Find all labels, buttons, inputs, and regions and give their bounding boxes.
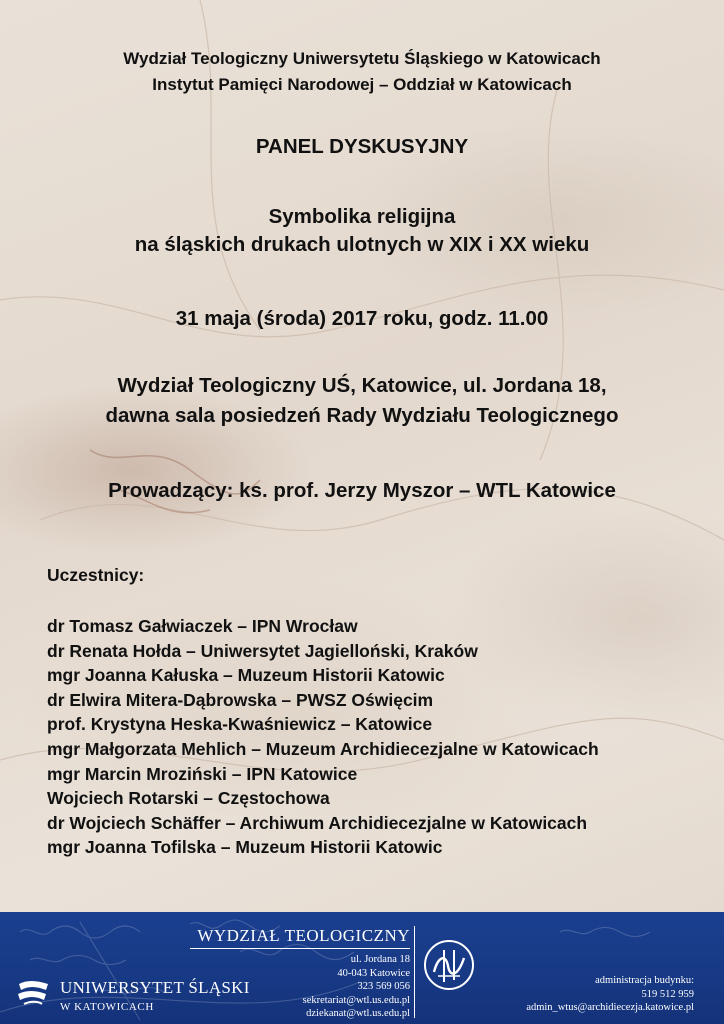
participant: Wojciech Rotarski – Częstochowa (47, 788, 330, 809)
faculty-contact (190, 926, 410, 1021)
address-city: 40-043 Katowice (337, 967, 410, 979)
footer-divider (414, 926, 415, 1018)
venue-line-2: dawna sala posiedzeń Rady Wydziału Teologicznego (105, 404, 619, 427)
footer-bar (0, 912, 724, 1024)
event-title-line-1: Symbolika religijna (268, 205, 456, 228)
participant: prof. Krystyna Heska-Kwaśniewicz – Katowice (47, 714, 433, 735)
participant: mgr Joanna Kałuska – Muzeum Historii Katowic (47, 665, 445, 686)
venue-line-1: Wydział Teologiczny UŚ, Katowice, ul. Jordana 18, (117, 374, 607, 397)
participant: dr Wojciech Schäffer – Archiwum Archidiecezjalne w Katowicach (47, 812, 588, 833)
participant: mgr Joanna Tofilska – Muzeum Historii Katowic (47, 837, 443, 858)
participant: mgr Małgorzata Mehlich – Muzeum Archidiecezjalne w Katowicach (47, 738, 599, 759)
participant: dr Tomasz Gałwiaczek – IPN Wrocław (47, 616, 358, 636)
university-name: UNIWERSYTET ŚLĄSKI (60, 978, 250, 997)
faculty-divider (190, 948, 410, 949)
participant: dr Renata Hołda – Uniwersytet Jagielloński, Kraków (47, 640, 478, 661)
address-street: ul. Jordana 18 (350, 954, 410, 965)
moderator: Prowadzący: ks. prof. Jerzy Myszor – WTL Katowice (108, 479, 616, 502)
building-administration (480, 974, 694, 1015)
admin-email: admin_wtus@archidiecezja.katowice.pl (526, 1002, 694, 1013)
university-logo-icon (16, 978, 52, 1008)
organizer-line-2: Instytut Pamięci Narodowej – Oddział w Katowicach (152, 75, 572, 94)
organizer-line-1: Wydział Teologiczny Uniwersytetu Śląskiego w Katowicach (123, 49, 601, 68)
participants-list (47, 614, 599, 860)
admin-phone: 519 512 959 (641, 988, 694, 1000)
event-datetime: 31 maja (środa) 2017 roku, godz. 11.00 (175, 307, 549, 330)
event-type: PANEL DYSKUSYJNY (255, 135, 469, 158)
participant: mgr Marcin Mroziński – IPN Katowice (47, 763, 358, 784)
faculty-name: WYDZIAŁ TEOLOGICZNY (197, 926, 410, 945)
participants-heading: Uczestnicy: (47, 565, 145, 585)
participant: dr Elwira Mitera-Dąbrowska – PWSZ Oświęcim (47, 689, 434, 710)
faculty-logo-icon (420, 936, 478, 994)
email-dean-office: dziekanat@wtl.us.edu.pl (306, 1008, 410, 1019)
admin-label: administracja budynku: (595, 975, 694, 986)
university-city: W KATOWICACH (60, 1001, 154, 1013)
event-title-line-2: na śląskich drukach ulotnych w XIX i XX wieku (134, 233, 590, 256)
email-secretariat: sekretariat@wtl.us.edu.pl (302, 994, 410, 1006)
phone-number: 323 569 056 (357, 981, 410, 992)
